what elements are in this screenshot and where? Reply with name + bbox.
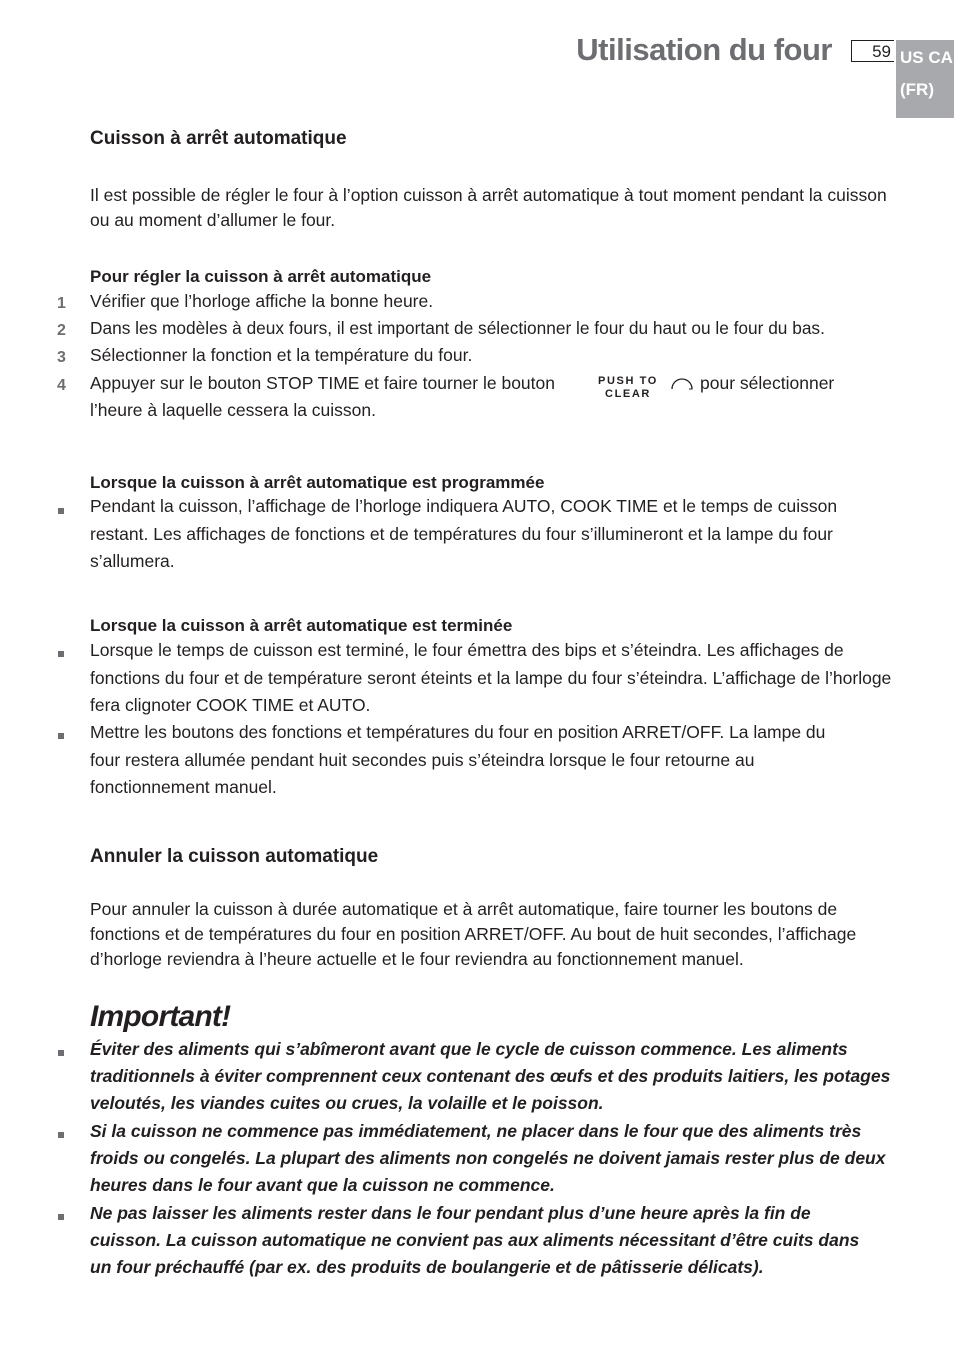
region-label-line1: US CA bbox=[900, 48, 953, 67]
bullet-text: Mettre les boutons des fonctions et températures du four en position ARRET/OFF. La lampe du four restera allumée pendant huit secondes puis s’éteindra lorsque le four retourne au fonctionnement manuel. bbox=[90, 722, 826, 797]
important-bullet-text: Si la cuisson ne commence pas immédiatement, ne placer dans le four que des aliments très froids ou congelés. La plupart des aliments non congelés ne doivent jamais rester plus de deux heures dans le four avant que la cuisson ne commence. bbox=[90, 1121, 886, 1196]
page-number: 59 bbox=[851, 40, 894, 62]
push-to-clear-line1: PUSH TO bbox=[598, 375, 658, 387]
auto-stop-intro: Il est possible de régler le four à l’option cuisson à arrêt automatique à tout moment pendant la cuisson ou au moment d’allumer le four. bbox=[90, 185, 887, 230]
cancel-text: Pour annuler la cuisson à durée automatique et à arrêt automatique, faire tourner les boutons de fonctions et de températures du four en position ARRET/OFF. Au bout de huit secondes, l’affichage d’horloge reviendra à l’heure actuelle et le four reviendra au fonctionnement manuel. bbox=[90, 899, 857, 969]
page-title: Utilisation du four bbox=[576, 32, 832, 67]
finished-heading: Lorsque la cuisson à arrêt automatique est terminée bbox=[90, 616, 513, 635]
rotary-knob-icon bbox=[670, 376, 694, 392]
step-text: Vérifier que l’horloge affiche la bonne heure. bbox=[90, 291, 434, 311]
bullet-marker bbox=[58, 651, 64, 657]
step-number: 1 bbox=[57, 295, 66, 312]
section-heading-cancel: Annuler la cuisson automatique bbox=[90, 846, 379, 867]
bullet-marker bbox=[58, 1132, 64, 1138]
region-tab bbox=[896, 40, 954, 118]
step-number: 4 bbox=[57, 377, 66, 394]
step-text: Dans les modèles à deux fours, il est important de sélectionner le four du haut ou le four du bas. bbox=[90, 318, 825, 338]
step-text: l’heure à laquelle cessera la cuisson. bbox=[90, 400, 376, 420]
step-number: 3 bbox=[57, 349, 66, 366]
programmed-heading: Lorsque la cuisson à arrêt automatique est programmée bbox=[90, 473, 545, 492]
important-bullet-text: Ne pas laisser les aliments rester dans le four pendant plus d’une heure après la fin de cuisson. La cuisson automatique ne convient pas aux aliments nécessitant d’être cuits dans un four préchauffé (par ex. des produits de boulangerie et de pâtisserie délicats). bbox=[90, 1203, 860, 1278]
push-to-clear-line2: CLEAR bbox=[605, 388, 651, 400]
step-number: 2 bbox=[57, 322, 66, 339]
step-text: Appuyer sur le bouton STOP TIME et faire tourner le bouton bbox=[90, 373, 555, 393]
section-heading-auto-stop: Cuisson à arrêt automatique bbox=[90, 128, 347, 149]
bullet-marker bbox=[58, 508, 64, 514]
region-label-line2: (FR) bbox=[900, 80, 934, 99]
steps-heading: Pour régler la cuisson à arrêt automatique bbox=[90, 267, 432, 286]
bullet-marker bbox=[58, 733, 64, 739]
step-text: pour sélectionner bbox=[700, 373, 835, 393]
important-bullet-text: Éviter des aliments qui s’abîmeront avant que le cycle de cuisson commence. Les aliments traditionnels à éviter comprennent ceux contenant des œufs et des produits laitiers, les potages veloutés, les viandes cuites ou crues, la volaille et le poisson. bbox=[90, 1039, 891, 1114]
bullet-marker bbox=[58, 1214, 64, 1220]
bullet-text: Pendant la cuisson, l’affichage de l’horloge indiquera AUTO, COOK TIME et le temps de cuisson restant. Les affichages de fonctions et de températures du four s’illumineront et la lampe du four s’allumera. bbox=[90, 496, 838, 571]
step-text: Sélectionner la fonction et la température du four. bbox=[90, 345, 473, 365]
important-title: Important! bbox=[90, 1000, 231, 1033]
bullet-text: Lorsque le temps de cuisson est terminé, le four émettra des bips et s’éteindra. Les affichages de fonctions du four et de température seront éteints et la lampe du four s’éteindra. L’affichage de l’horloge fera clignoter COOK TIME et AUTO. bbox=[90, 640, 892, 715]
bullet-marker bbox=[58, 1050, 64, 1056]
